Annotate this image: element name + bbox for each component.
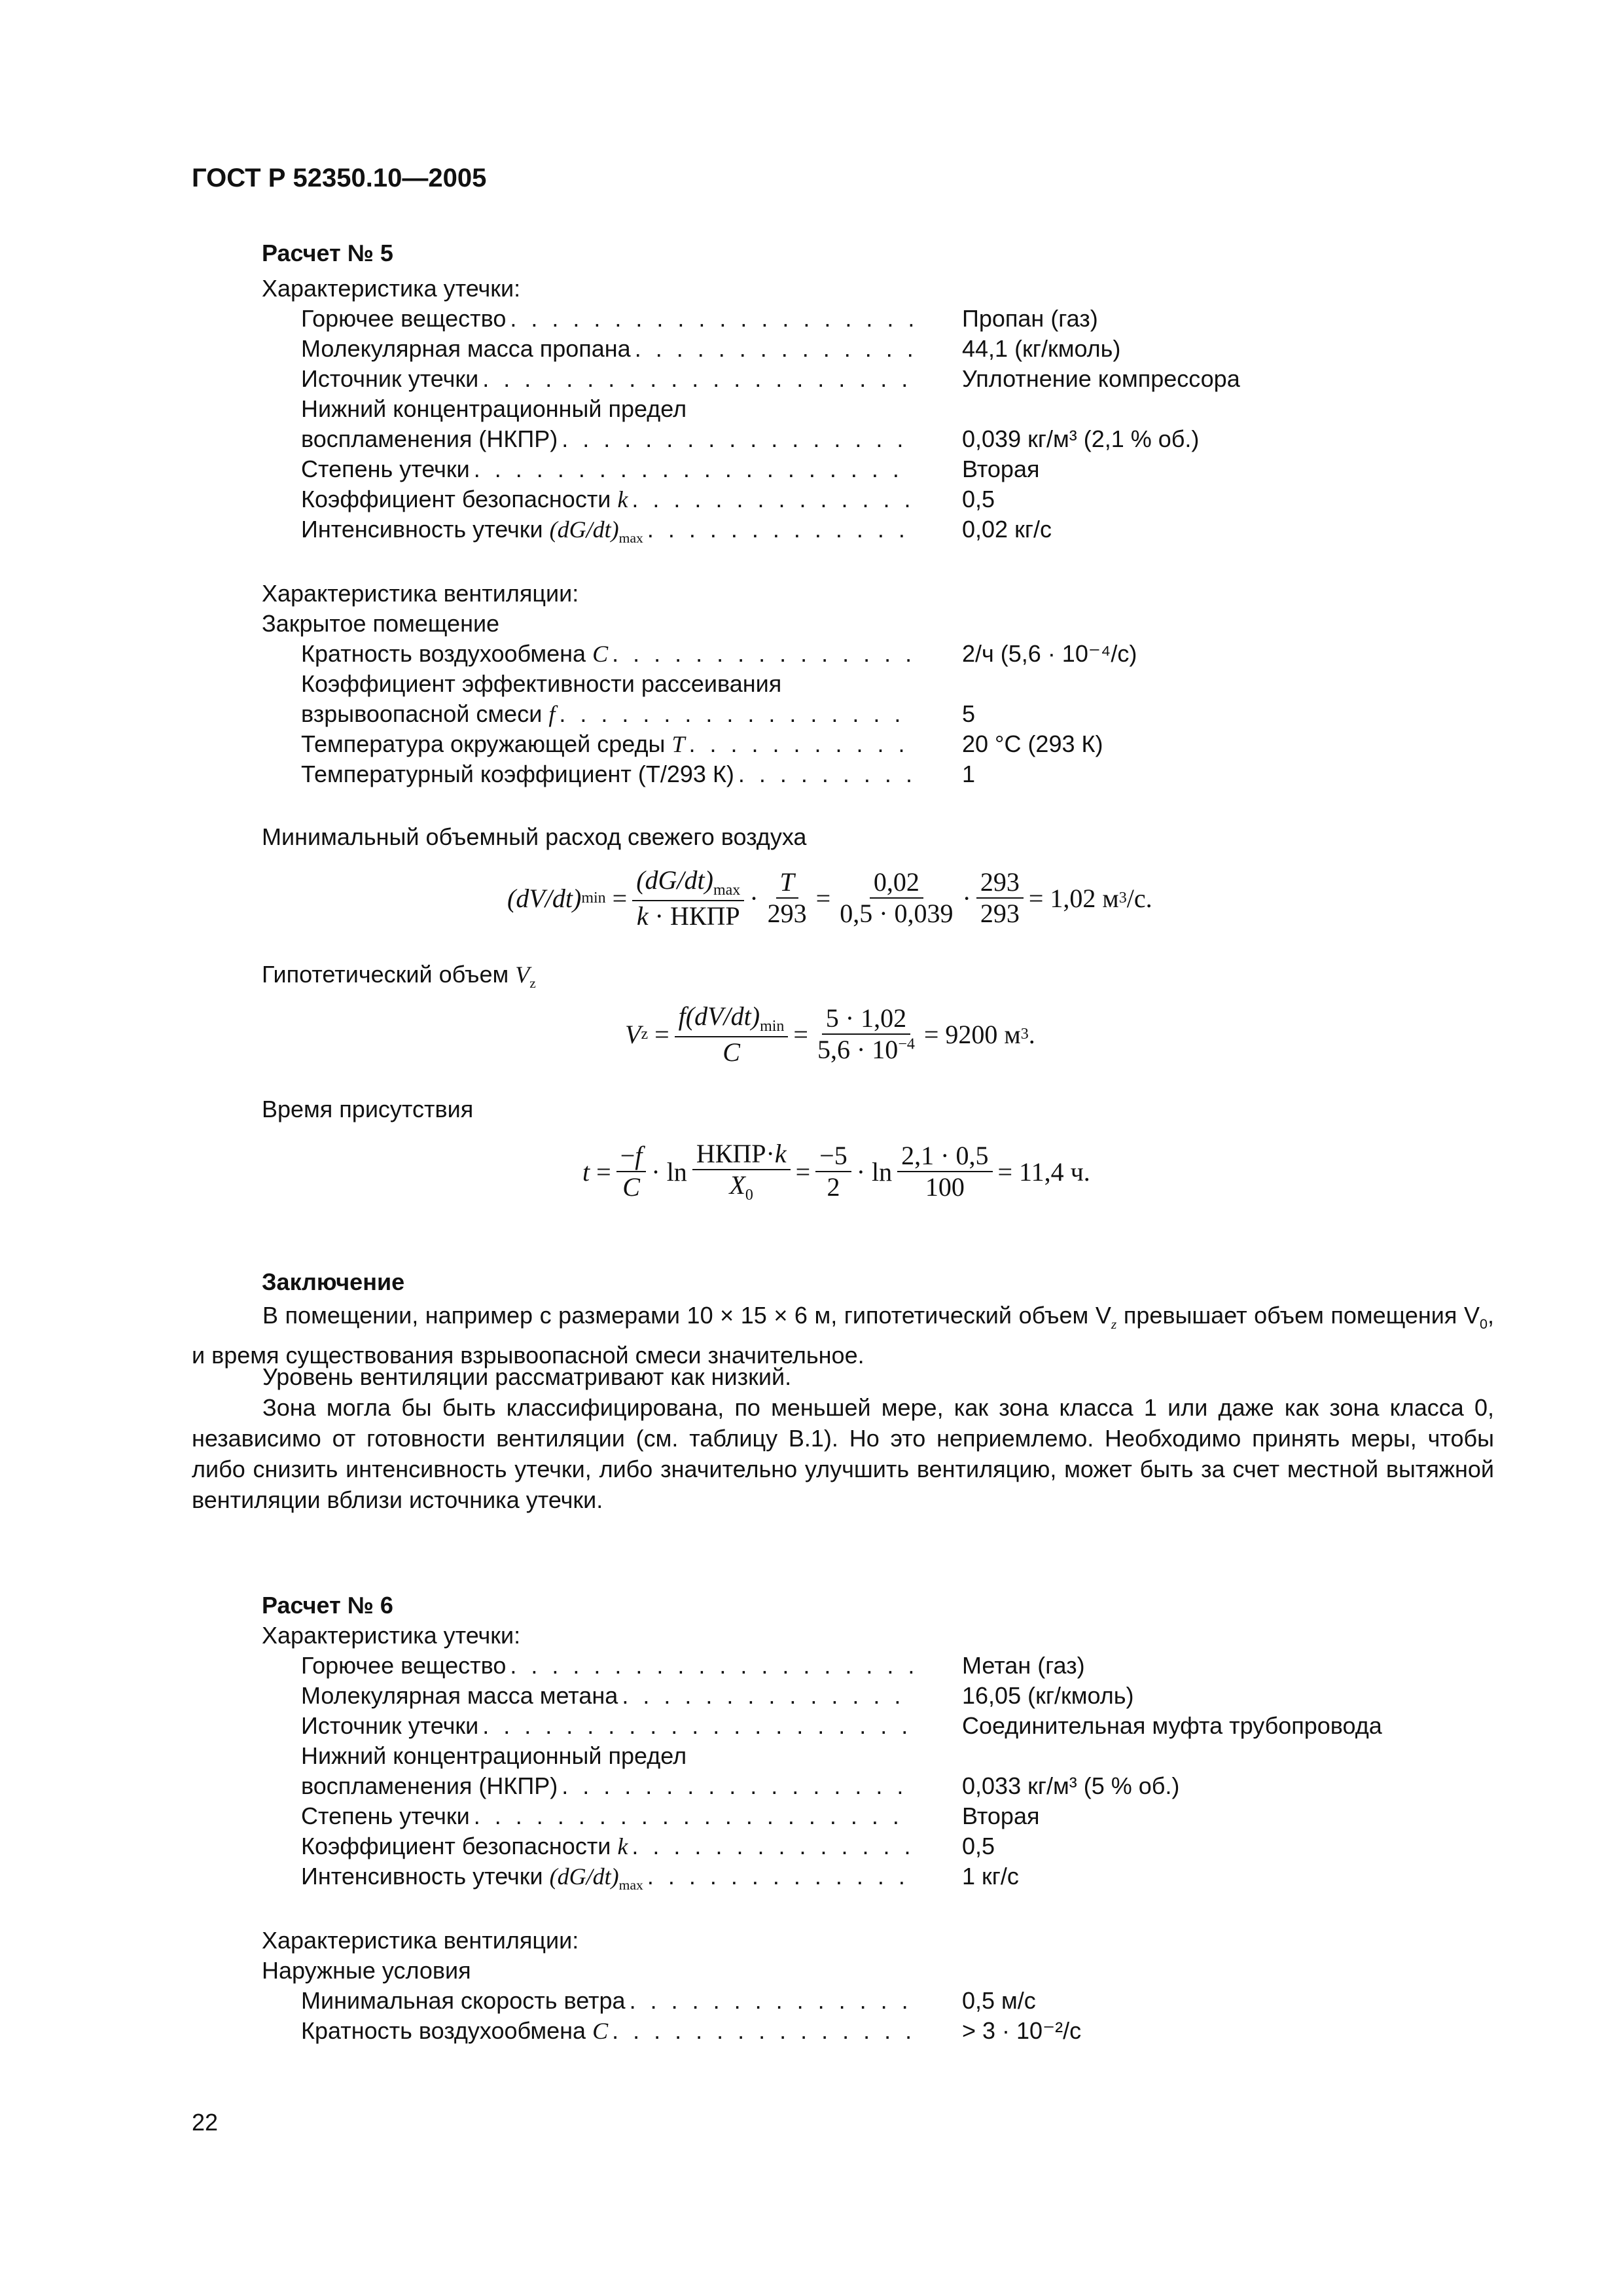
calc5-f-label-2: взрывоопасной смеси [301, 700, 543, 727]
calc5-mass-label: Молекулярная масса пропана [301, 335, 631, 362]
calc5-mass-row [301, 335, 913, 363]
conclusion-paragraph-3: Зона могла бы быть классифицирована, по меньшей мере, как зона класса 1 или даже как зона класса 0, независимо от готовности вентиляции (см. таблицу В.1). Но это неприемлемо. Необходимо принять меры, чтобы либо снизить интенсивность утечки, либо значительно улучшить вентиляцию, может быть за счет местной вытяжной вентиляции вблизи источника утечки. [192, 1394, 1494, 1513]
calc5-time-title: Время присутствия [262, 1096, 474, 1122]
calc5-rate-value: 0,02 кг/с [962, 516, 1052, 543]
calc6-rate-label: Интенсивность утечки [301, 1863, 543, 1890]
calc6-lel-label-2: воспламенения (НКПР) [301, 1772, 558, 1799]
calc5-c-value: 2/ч (5,6 · 10⁻⁴/с) [962, 640, 1137, 667]
calc6-k-label: Коэффициент безопасности [301, 1833, 611, 1859]
calc6-grade-label: Степень утечки [301, 1803, 470, 1829]
calc6-vent-title: Характеристика вентиляции: [262, 1927, 579, 1954]
document-header: ГОСТ Р 52350.10—2005 [192, 164, 487, 192]
calc5-room: Закрытое помещение [262, 610, 500, 637]
calc6-substance-value: Метан (газ) [962, 1652, 1085, 1679]
calc5-lel-label-1: Нижний концентрационный предел [301, 395, 687, 422]
calc6-substance-label: Горючее вещество [301, 1652, 507, 1679]
calc6-source-value: Соединительная муфта трубопровода [962, 1712, 1382, 1739]
time-equation: t = $\frac{-f}{C}$ · ln $\frac{\text{НКПР·k}}{X_0}$ = $\frac{-5}{2}$ · ln $\frac{2,1 \cdot 0,5}{100}$ = 11,4 ч. [582, 1139, 1090, 1204]
calc5-vent-title: Характеристика вентиляции: [262, 580, 579, 607]
calc5-rate-label: Интенсивность утечки [301, 516, 543, 543]
calc5-t-label: Температура окружающей среды [301, 730, 666, 757]
calc6-lel-label-1: Нижний концентрационный предел [301, 1742, 687, 1769]
calc6-wind-row [301, 1987, 913, 2015]
calc5-f-value: 5 [962, 700, 976, 727]
calc6-k-value: 0,5 [962, 1833, 995, 1859]
calc6-substance-row [301, 1652, 913, 1679]
calc6-c-row: Кратность воздухообмена C . . . [301, 2017, 913, 2045]
calc5-lel-row [301, 425, 913, 453]
volume-equation: V z = $\frac{f(dV/dt)_{min}}{C}$ = $\frac{5 \cdot 1,02}{5,6 \cdot 10^{-4}}$ = 9200 м 3 . [625, 1001, 1035, 1067]
calc6-rate-value: 1 кг/с [962, 1863, 1019, 1890]
conclusion-paragraph-2: Уровень вентиляции рассматривают как низкий. [262, 1363, 792, 1390]
calc5-lel-label-2: воспламенения (НКПР) [301, 425, 558, 452]
calc6-outdoor: Наружные условия [262, 1957, 471, 1984]
calc6-mass-row [301, 1682, 913, 1710]
calc5-f-label-1: Коэффициент эффективности рассеивания [301, 670, 782, 697]
calc5-grade-value: Вторая [962, 456, 1040, 482]
calc6-source-label: Источник утечки [301, 1712, 479, 1739]
calc6-lel-value: 0,033 кг/м³ (5 % об.) [962, 1772, 1180, 1799]
calc6-c-label: Кратность воздухообмена [301, 2017, 586, 2044]
calc5-source-row [301, 365, 913, 393]
calc6-c-value: > 3 · 10⁻²/с [962, 2017, 1082, 2044]
calc6-mass-label: Молекулярная масса метана [301, 1682, 618, 1709]
calc5-c-label: Кратность воздухообмена [301, 640, 586, 667]
calc5-rate-row: Интенсивность утечки $(dG/dt)_{max}$ . . . [301, 516, 913, 547]
calc5-grade-label: Степень утечки [301, 456, 470, 482]
calc5-tc-value: 1 [962, 761, 976, 787]
calc5-lel-value: 0,039 кг/м³ (2,1 % об.) [962, 425, 1200, 452]
calc6-leak-title: Характеристика утечки: [262, 1622, 521, 1649]
calc5-title: Расчет № 5 [262, 240, 393, 266]
calc5-mass-value: 44,1 (кг/кмоль) [962, 335, 1121, 362]
calc5-tc-row [301, 761, 913, 788]
page-number: 22 [192, 2109, 219, 2136]
calc5-t-value: 20 °C (293 К) [962, 730, 1103, 757]
calc5-source-value: Уплотнение компрессора [962, 365, 1240, 392]
calc5-substance-label: Горючее вещество [301, 305, 507, 332]
calc6-grade-value: Вторая [962, 1803, 1040, 1829]
calc6-wind-label: Минимальная скорость ветра [301, 1987, 626, 2014]
conclusion-title: Заключение [262, 1268, 405, 1295]
calc5-grade-row [301, 456, 913, 483]
calc5-substance-row [301, 305, 913, 332]
calc6-source-row [301, 1712, 913, 1740]
calc6-mass-value: 16,05 (кг/кмоль) [962, 1682, 1134, 1709]
calc5-leak-title: Характеристика утечки: [262, 275, 521, 302]
calc6-rate-row: Интенсивность утечки $(dG/dt)_{max}$ . . . [301, 1863, 913, 1893]
calc6-lel-row [301, 1772, 913, 1800]
calc5-k-row: Коэффициент безопасности k . . . [301, 486, 913, 513]
calc5-substance-value: Пропан (газ) [962, 305, 1098, 332]
calc5-vol-title: Гипотетический объем $V_z$ [262, 961, 536, 992]
calc6-wind-value: 0,5 м/с [962, 1987, 1036, 2014]
calc6-title: Расчет № 6 [262, 1592, 393, 1619]
calc5-flow-title: Минимальный объемный расход свежего воздуха [262, 823, 807, 850]
calc5-tc-label: Температурный коэффициент (Т/293 К) [301, 761, 734, 787]
calc5-source-label: Источник утечки [301, 365, 479, 392]
calc5-t-row: Температура окружающей среды T . . . [301, 730, 913, 758]
calc6-grade-row [301, 1803, 913, 1830]
calc5-c-row: Кратность воздухообмена C . . . [301, 640, 913, 668]
calc5-k-value: 0,5 [962, 486, 995, 512]
calc6-k-row: Коэффициент безопасности k . . . [301, 1833, 913, 1860]
conclusion-paragraph-1: В помещении, например с размерами 10 × 15 × 6 м, гипотетический объем $V_z$ превышает объем помещения $V_0$, и время существования взрывоопасной смеси значительное. [192, 1302, 1495, 1369]
calc5-f-row: взрывоопасной смеси f . . . [301, 700, 913, 728]
calc5-k-label: Коэффициент безопасности [301, 486, 611, 512]
flow-equation: (dV/dt) min = $\frac{(dG/dt)_{max}}{\text{k · НКПР}}$ · $\frac{T}{293}$ = $\frac{0,02}{0,5 \cdot 0,039}$ · $\frac{293}{293}$ = 1,02 м 3 /с. [507, 865, 1152, 931]
